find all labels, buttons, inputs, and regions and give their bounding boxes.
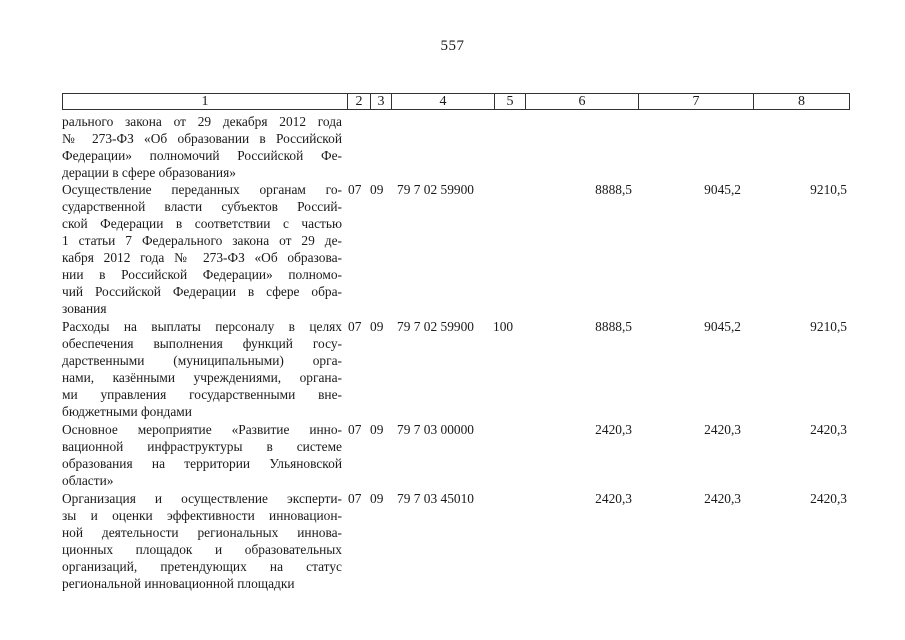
section-code: 07	[348, 491, 362, 506]
target-article-code: 79 7 03 45010	[397, 491, 474, 506]
section-code: 07	[348, 319, 362, 334]
description-line: образования на территории Ульяновской	[62, 456, 342, 471]
description-line: обеспечения выполнения функций госу-	[62, 336, 342, 351]
header-col-5: 5	[495, 94, 526, 109]
target-article-code: 79 7 03 00000	[397, 422, 474, 437]
description-line: дерации в сфере образования»	[62, 165, 236, 180]
table-header	[62, 93, 850, 110]
description-line: Расходы на выплаты персоналу в целях	[62, 319, 342, 334]
amount-col-7: 2420,3	[704, 491, 741, 506]
description-line: № 273-ФЗ «Об образовании в Российской	[62, 131, 342, 146]
description-line: бюджетными фондами	[62, 404, 192, 419]
description-line: дарственными (муниципальными) орга-	[62, 353, 342, 368]
description-line: организаций, претендующих на статус	[62, 559, 342, 574]
amount-col-8: 9210,5	[810, 182, 847, 197]
section-code: 07	[348, 182, 362, 197]
section-code: 07	[348, 422, 362, 437]
description-line: чий Российской Федерации в сфере обра-	[62, 284, 342, 299]
description-line: ционных площадок и образовательных	[62, 542, 342, 557]
amount-col-7: 2420,3	[704, 422, 741, 437]
header-col-3: 3	[371, 94, 392, 109]
description-line: области»	[62, 473, 114, 488]
subsection-code: 09	[370, 491, 384, 506]
target-article-code: 79 7 02 59900	[397, 182, 474, 197]
subsection-code: 09	[370, 422, 384, 437]
description-line: ной деятельности региональных иннова-	[62, 525, 342, 540]
description-line: сударственной власти субъектов Россий-	[62, 199, 342, 214]
description-line: зования	[62, 301, 107, 316]
description-line: 1 статьи 7 Федерального закона от 29 де-	[62, 233, 342, 248]
header-col-1: 1	[63, 94, 348, 109]
description-line: Федерации» полномочий Российской Фе-	[62, 148, 342, 163]
description-line: нами, казёнными учреждениями, органа-	[62, 370, 342, 385]
row-description	[62, 490, 342, 592]
row-description	[62, 181, 342, 317]
description-line: кабря 2012 года № 273-ФЗ «Об образова-	[62, 250, 342, 265]
description-line: Организация и осуществление эксперти-	[62, 491, 342, 506]
page-number: 557	[440, 38, 465, 54]
header-col-8: 8	[798, 94, 805, 109]
description-line: региональной инновационной площадки	[62, 576, 295, 591]
subsection-code: 09	[370, 182, 384, 197]
amount-col-8: 2420,3	[810, 422, 847, 437]
header-col-7: 7	[639, 94, 754, 109]
row-description	[62, 421, 342, 489]
header-col-2: 2	[348, 94, 371, 109]
description-line: ми управления государственными вне-	[62, 387, 342, 402]
description-line: Основное мероприятие «Развитие инно-	[62, 422, 342, 437]
expense-type-code: 100	[493, 319, 514, 334]
description-line: зы и оценки эффективности инновацион-	[62, 508, 342, 523]
target-article-code: 79 7 02 59900	[397, 319, 474, 334]
description-line: рального закона от 29 декабря 2012 года	[62, 114, 342, 129]
amount-col-8: 9210,5	[810, 319, 847, 334]
header-col-6: 6	[526, 94, 639, 109]
header-col-4: 4	[392, 94, 495, 109]
amount-col-7: 9045,2	[704, 319, 741, 334]
amount-col-6: 2420,3	[595, 422, 632, 437]
row-description	[62, 113, 342, 181]
description-line: вационной инфраструктуры в системе	[62, 439, 342, 454]
amount-col-6: 8888,5	[595, 319, 632, 334]
description-line: нии в Российской Федерации» полномо-	[62, 267, 342, 282]
description-line: ской Федерации в соответствии с частью	[62, 216, 342, 231]
description-line: Осуществление переданных органам го-	[62, 182, 342, 197]
row-description	[62, 318, 342, 420]
amount-col-6: 2420,3	[595, 491, 632, 506]
subsection-code: 09	[370, 319, 384, 334]
amount-col-8: 2420,3	[810, 491, 847, 506]
amount-col-6: 8888,5	[595, 182, 632, 197]
amount-col-7: 9045,2	[704, 182, 741, 197]
